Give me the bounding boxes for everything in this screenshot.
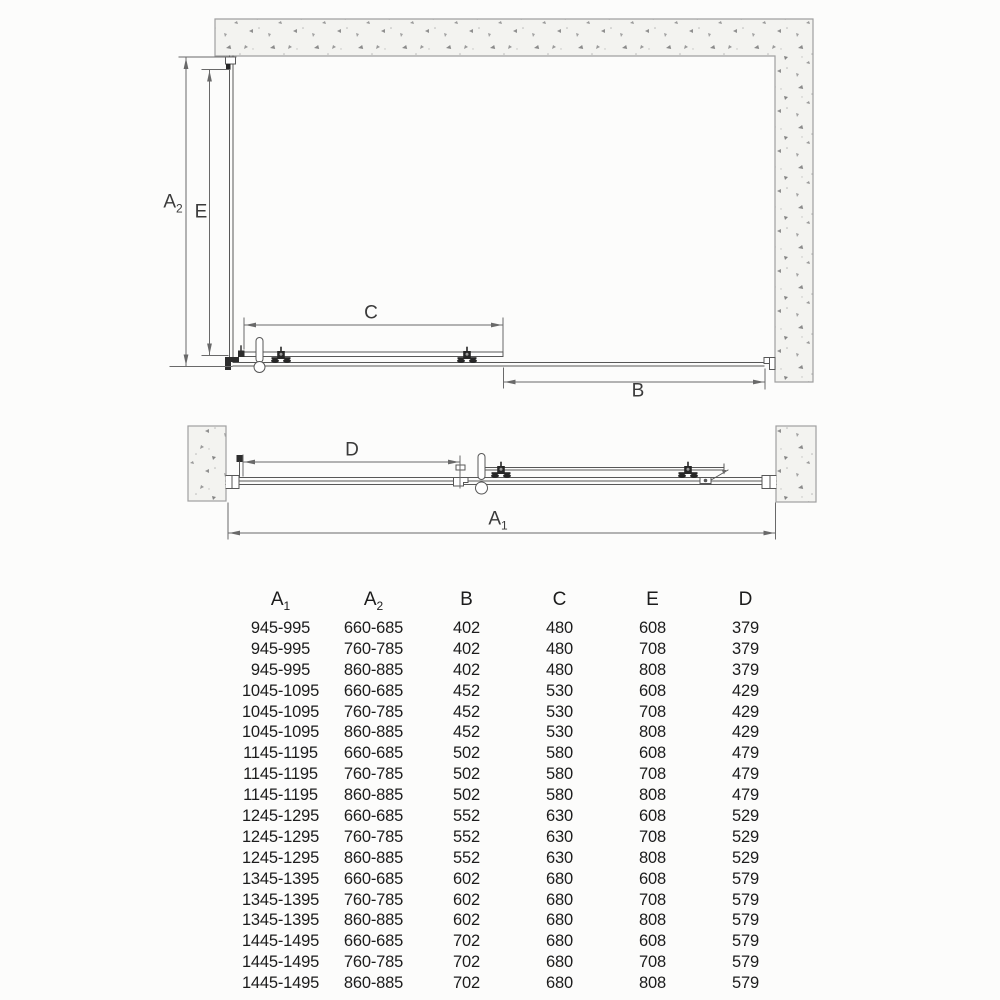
table-cell: 402 <box>453 639 480 658</box>
table-cell: 945-995 <box>250 660 311 679</box>
overlap-bracket <box>454 465 469 486</box>
table-cell: 702 <box>453 932 480 951</box>
table-cell: 860-885 <box>343 786 404 805</box>
table-cell: 660-685 <box>343 619 404 637</box>
table-cell: 602 <box>453 911 480 930</box>
table-cell: 1345-1395 <box>241 911 320 930</box>
table-row <box>234 848 792 869</box>
table-cell: 579 <box>732 932 759 951</box>
table-cell: 452 <box>453 681 480 700</box>
table-cell: 760-785 <box>343 827 404 846</box>
table-cell: 1445-1495 <box>241 932 320 951</box>
handle-knob-icon <box>476 454 488 495</box>
table-row <box>234 764 792 785</box>
table-cell: 429 <box>732 681 759 700</box>
dimension-table <box>234 589 792 994</box>
table-cell: 580 <box>546 765 573 784</box>
table-cell: 608 <box>639 744 666 763</box>
table-row <box>234 952 792 973</box>
table-cell: 945-995 <box>250 619 311 637</box>
table-cell: 608 <box>639 681 666 700</box>
table-cell: 429 <box>732 723 759 742</box>
table-cell: 680 <box>546 974 573 993</box>
table-cell: 1145-1195 <box>243 765 318 784</box>
table-cell: 630 <box>546 807 573 826</box>
table-cell: 808 <box>639 911 666 930</box>
table-cell: 680 <box>546 869 573 888</box>
table-cell: 660-685 <box>343 869 404 888</box>
table-cell: 860-885 <box>343 660 404 679</box>
side-glass-panel <box>230 56 234 357</box>
table-cell: 552 <box>453 807 480 826</box>
table-header-cell: C <box>552 589 567 610</box>
table-row <box>234 639 792 660</box>
table-cell: 608 <box>639 807 666 826</box>
table-cell: 708 <box>639 639 666 658</box>
table-cell: 708 <box>639 765 666 784</box>
table-cell: 502 <box>453 786 480 805</box>
table-cell: 502 <box>453 765 480 784</box>
table-cell: 945-995 <box>250 639 311 658</box>
rail-lines <box>226 478 776 485</box>
table-cell: 452 <box>453 723 480 742</box>
table-cell: 479 <box>732 765 759 784</box>
table-cell: 1345-1395 <box>241 869 320 888</box>
table-cell: 680 <box>546 890 573 909</box>
table-header-cell: $A_1$ <box>270 589 291 613</box>
table-cell: 529 <box>732 848 759 867</box>
top-view-drawing <box>170 19 813 389</box>
table-cell: 680 <box>546 911 573 930</box>
wall-block-left <box>188 426 226 501</box>
dimension-label-c: C <box>364 302 378 324</box>
table-cell: 580 <box>546 786 573 805</box>
table-cell: 452 <box>453 702 480 721</box>
handle-knob-icon <box>254 338 265 373</box>
table-cell: 1045-1095 <box>241 723 320 742</box>
table-row <box>234 890 792 911</box>
wall-block-right <box>776 426 816 502</box>
table-cell: 760-785 <box>343 639 404 658</box>
dimension-label-b: B <box>631 380 645 402</box>
table-cell: 579 <box>732 869 759 888</box>
table-cell: 760-785 <box>343 890 404 909</box>
table-cell: 529 <box>732 827 759 846</box>
table-row <box>234 806 792 827</box>
corner-profile-left <box>225 357 239 370</box>
table-cell: 608 <box>639 869 666 888</box>
table-cell: 580 <box>546 744 573 763</box>
table-body <box>234 618 792 994</box>
corner-profile-right <box>764 358 775 370</box>
bottom-track <box>233 363 764 367</box>
table-cell: 552 <box>453 848 480 867</box>
table-header-row <box>234 589 792 613</box>
table-cell: 579 <box>732 890 759 909</box>
table-cell: 1045-1095 <box>241 681 320 700</box>
table-cell: 480 <box>546 660 573 679</box>
table-row <box>234 785 792 806</box>
table-cell: 702 <box>453 974 480 993</box>
table-row <box>234 702 792 723</box>
table-row <box>234 931 792 952</box>
table-cell: 1245-1295 <box>241 807 320 826</box>
table-cell: 760-785 <box>343 953 404 972</box>
table-cell: 608 <box>639 619 666 637</box>
table-cell: 379 <box>732 660 759 679</box>
table-cell: 808 <box>639 848 666 867</box>
table-cell: 1045-1095 <box>241 702 320 721</box>
table-cell: 530 <box>546 681 573 700</box>
table-cell: 760-785 <box>343 702 404 721</box>
table-cell: 708 <box>639 702 666 721</box>
table-cell: 860-885 <box>343 911 404 930</box>
wall-hatch-top-right <box>215 19 813 382</box>
table-cell: 1145-1195 <box>243 744 318 763</box>
dimension-label-a1: $A_1$ <box>488 508 508 533</box>
table-cell: 708 <box>639 827 666 846</box>
table-cell: 1245-1295 <box>241 848 320 867</box>
table-row <box>234 722 792 743</box>
table-header-cell: D <box>738 589 753 610</box>
table-cell: 480 <box>546 639 573 658</box>
table-cell: 529 <box>732 807 759 826</box>
table-cell: 808 <box>639 660 666 679</box>
table-cell: 860-885 <box>343 723 404 742</box>
table-cell: 860-885 <box>343 974 404 993</box>
table-cell: 530 <box>546 702 573 721</box>
table-cell: 1445-1495 <box>241 953 320 972</box>
table-cell: 579 <box>732 911 759 930</box>
table-cell: 479 <box>732 744 759 763</box>
table-cell: 1445-1495 <box>241 974 320 993</box>
table-row <box>234 910 792 931</box>
table-cell: 379 <box>732 619 759 637</box>
table-cell: 530 <box>546 723 573 742</box>
table-cell: 702 <box>453 953 480 972</box>
table-cell: 708 <box>639 890 666 909</box>
table-cell: 480 <box>546 619 573 637</box>
wall-profile-top <box>226 57 236 70</box>
table-row <box>234 660 792 681</box>
dimension-label-a2: $A_2$ <box>163 191 183 216</box>
table-cell: 552 <box>453 827 480 846</box>
wall-profile-right <box>762 476 776 489</box>
table-cell: 608 <box>639 932 666 951</box>
table-cell: 708 <box>639 953 666 972</box>
table-header-cell: $A_2$ <box>363 589 384 613</box>
table-cell: 402 <box>453 619 480 637</box>
guide-shoe-icon <box>700 478 711 484</box>
table-cell: 502 <box>453 744 480 763</box>
table-cell: 680 <box>546 932 573 951</box>
table-cell: 1245-1295 <box>241 827 320 846</box>
dimension-label-d: D <box>345 439 359 461</box>
table-cell: 760-785 <box>343 765 404 784</box>
table-row <box>234 618 792 639</box>
table-row <box>234 681 792 702</box>
table-cell: 660-685 <box>343 932 404 951</box>
table-cell: 660-685 <box>343 807 404 826</box>
table-cell: 680 <box>546 953 573 972</box>
table-cell: 808 <box>639 723 666 742</box>
table-cell: 379 <box>732 639 759 658</box>
table-cell: 479 <box>732 786 759 805</box>
table-cell: 429 <box>732 702 759 721</box>
table-cell: 808 <box>639 974 666 993</box>
table-row <box>234 827 792 848</box>
table-header-cell: E <box>646 589 659 610</box>
table-cell: 579 <box>732 953 759 972</box>
table-cell: 1145-1195 <box>243 786 318 805</box>
table-row <box>234 973 792 994</box>
wall-profile-left <box>226 476 239 489</box>
table-cell: 402 <box>453 660 480 679</box>
table-cell: 1345-1395 <box>241 890 320 909</box>
table-cell: 660-685 <box>343 681 404 700</box>
dimension-label-e: E <box>194 201 208 223</box>
table-row <box>234 869 792 890</box>
table-cell: 602 <box>453 890 480 909</box>
table-cell: 660-685 <box>343 744 404 763</box>
table-cell: 860-885 <box>343 848 404 867</box>
table-cell: 579 <box>732 974 759 993</box>
table-cell: 808 <box>639 786 666 805</box>
table-header-cell: B <box>460 589 473 610</box>
table-row <box>234 743 792 764</box>
table-cell: 630 <box>546 827 573 846</box>
fixing-bracket-icon <box>237 455 243 477</box>
table-cell: 602 <box>453 869 480 888</box>
table-cell: 630 <box>546 848 573 867</box>
